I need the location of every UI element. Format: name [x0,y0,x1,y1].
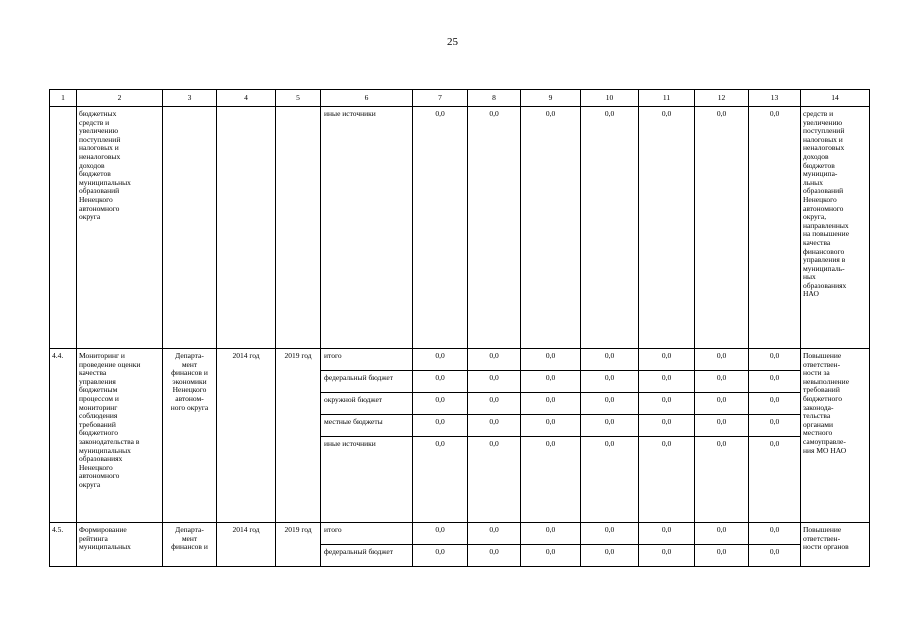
start-year: 2014 год [217,523,276,567]
header-cell: 5 [276,90,321,107]
header-cell: 13 [749,90,801,107]
value-cell: 0,0 [581,437,639,523]
activity-name: Формирование рейтинга муниципальных [77,523,163,567]
item-number: 4.5. [50,523,77,567]
executor: Департа- мент финансов и [163,523,217,567]
value-cell: 0,0 [581,371,639,393]
value-cell: 0,0 [468,349,521,371]
value-cell: 0,0 [639,107,695,349]
item-number: 4.4. [50,349,77,523]
value-cell: 0,0 [581,415,639,437]
value-cell: 0,0 [521,437,581,523]
value-cell: 0,0 [639,393,695,415]
value-cell: 0,0 [521,415,581,437]
header-cell: 3 [163,90,217,107]
value-cell: 0,0 [413,523,468,545]
header-cell: 1 [50,90,77,107]
value-cell: 0,0 [581,523,639,545]
expected-result: средств и увеличению поступлений налоговых и неналоговых доходов бюджетов муниципа- льных образований Ненецкого автономного округа, направленных на повышение качества финансового управления в муниципаль- ных образованиях НАО [801,107,870,349]
value-cell: 0,0 [468,107,521,349]
value-cell: 0,0 [468,393,521,415]
end-year [276,107,321,349]
value-cell: 0,0 [413,349,468,371]
value-cell: 0,0 [521,107,581,349]
value-cell: 0,0 [639,545,695,567]
header-cell: 7 [413,90,468,107]
value-cell: 0,0 [413,107,468,349]
value-cell: 0,0 [521,371,581,393]
value-cell: 0,0 [639,349,695,371]
page-number: 25 [447,36,458,48]
value-cell: 0,0 [413,415,468,437]
funding-source: иные источники [321,437,413,523]
header-cell: 9 [521,90,581,107]
value-cell: 0,0 [695,437,749,523]
funding-source: иные источники [321,107,413,349]
value-cell: 0,0 [413,437,468,523]
value-cell: 0,0 [639,371,695,393]
value-cell: 0,0 [749,523,801,545]
table-row [50,107,870,349]
value-cell: 0,0 [521,523,581,545]
table-row [50,349,870,371]
value-cell: 0,0 [749,437,801,523]
funding-source: окружной бюджет [321,393,413,415]
header-cell: 14 [801,90,870,107]
funding-source: итого [321,523,413,545]
value-cell: 0,0 [468,371,521,393]
header-cell: 11 [639,90,695,107]
value-cell: 0,0 [695,545,749,567]
header-cell: 4 [217,90,276,107]
funding-source: местные бюджеты [321,415,413,437]
value-cell: 0,0 [468,523,521,545]
value-cell: 0,0 [749,393,801,415]
value-cell: 0,0 [695,415,749,437]
funding-source: федеральный бюджет [321,371,413,393]
table-row [50,523,870,545]
expected-result: Повышение ответствен- ности органов [801,523,870,567]
value-cell: 0,0 [695,393,749,415]
value-cell: 0,0 [695,349,749,371]
value-cell: 0,0 [581,393,639,415]
value-cell: 0,0 [695,107,749,349]
value-cell: 0,0 [749,545,801,567]
header-cell: 6 [321,90,413,107]
activity-name: бюджетных средств и увеличению поступлений налоговых и неналоговых доходов бюджетов муниципальных образований Ненецкого автономного округа [77,107,163,349]
header-cell: 10 [581,90,639,107]
value-cell: 0,0 [749,371,801,393]
value-cell: 0,0 [639,523,695,545]
value-cell: 0,0 [639,415,695,437]
value-cell: 0,0 [413,545,468,567]
executor: Департа- мент финансов и экономики Ненецкого автоном- ного округа [163,349,217,523]
value-cell: 0,0 [581,349,639,371]
value-cell: 0,0 [468,415,521,437]
executor [163,107,217,349]
value-cell: 0,0 [749,415,801,437]
start-year: 2014 год [217,349,276,523]
value-cell: 0,0 [581,545,639,567]
value-cell: 0,0 [749,107,801,349]
header-cell: 12 [695,90,749,107]
header-row [50,90,870,107]
value-cell: 0,0 [521,349,581,371]
end-year: 2019 год [276,523,321,567]
value-cell: 0,0 [521,393,581,415]
program-table [49,89,870,567]
item-number [50,107,77,349]
value-cell: 0,0 [695,371,749,393]
value-cell: 0,0 [749,349,801,371]
value-cell: 0,0 [468,437,521,523]
value-cell: 0,0 [468,545,521,567]
value-cell: 0,0 [413,393,468,415]
value-cell: 0,0 [521,545,581,567]
value-cell: 0,0 [695,523,749,545]
expected-result: Повышение ответствен- ности за невыполнение требований бюджетного законода- тельства органами местного самоуправле- ния МО НАО [801,349,870,523]
value-cell: 0,0 [639,437,695,523]
value-cell: 0,0 [413,371,468,393]
activity-name: Мониторинг и проведение оценки качества управления бюджетным процессом и мониторинг соблюдения требований бюджетного законодательства в муниципальных образованиях Ненецкого автономного округа [77,349,163,523]
value-cell: 0,0 [581,107,639,349]
start-year [217,107,276,349]
end-year: 2019 год [276,349,321,523]
header-cell: 8 [468,90,521,107]
funding-source: федеральный бюджет [321,545,413,567]
funding-source: итого [321,349,413,371]
header-cell: 2 [77,90,163,107]
